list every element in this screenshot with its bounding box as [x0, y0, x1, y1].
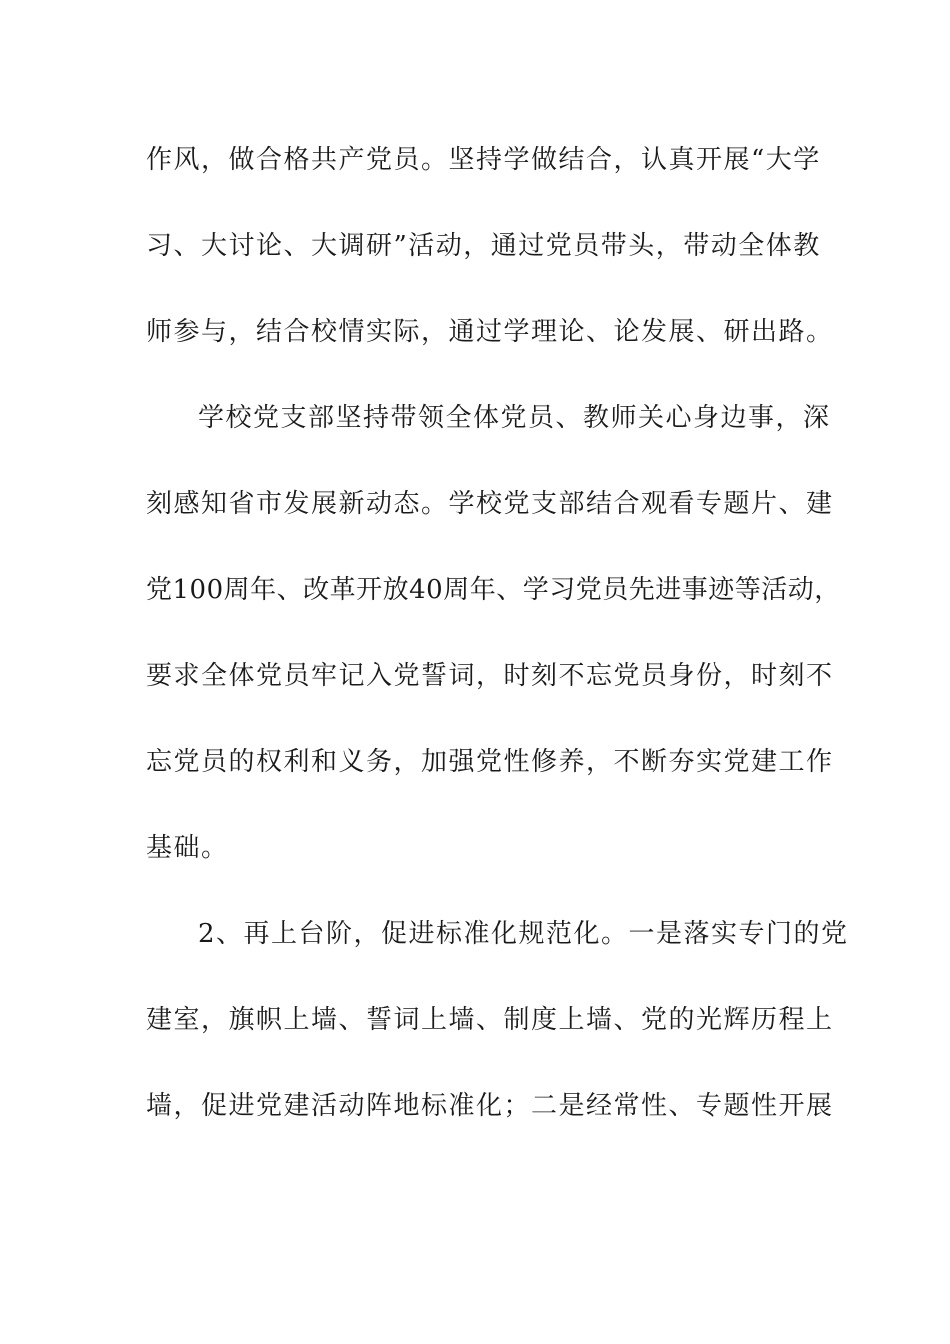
- text-line: 作风，做合格共产党员。坚持学做结合，认真开展“大学: [146, 145, 821, 175]
- text-line: 建室，旗帜上墙、誓词上墙、制度上墙、党的光辉历程上: [146, 1005, 834, 1035]
- text-line: 要求全体党员牢记入党誓词，时刻不忘党员身份，时刻不: [146, 661, 834, 691]
- text-line: 习、大讨论、大调研”活动，通过党员带头，带动全体教: [146, 231, 821, 261]
- text-line: 刻感知省市发展新动态。学校党支部结合观看专题片、建: [146, 489, 834, 519]
- text-line: 基础。: [146, 833, 229, 863]
- text-line: 忘党员的权利和义务，加强党性修养，不断夯实党建工作: [146, 747, 834, 777]
- text-line: 2、再上台阶，促进标准化规范化。一是落实专门的党: [198, 919, 849, 949]
- text-line: 党100周年、改革开放40周年、学习党员先进事迹等活动，: [146, 575, 841, 605]
- text-line: 学校党支部坚持带领全体党员、教师关心身边事，深: [198, 403, 831, 433]
- text-line: 师参与，结合校情实际，通过学理论、论发展、研出路。: [146, 317, 834, 347]
- text-line: 墙，促进党建活动阵地标准化；二是经常性、专题性开展: [146, 1091, 834, 1121]
